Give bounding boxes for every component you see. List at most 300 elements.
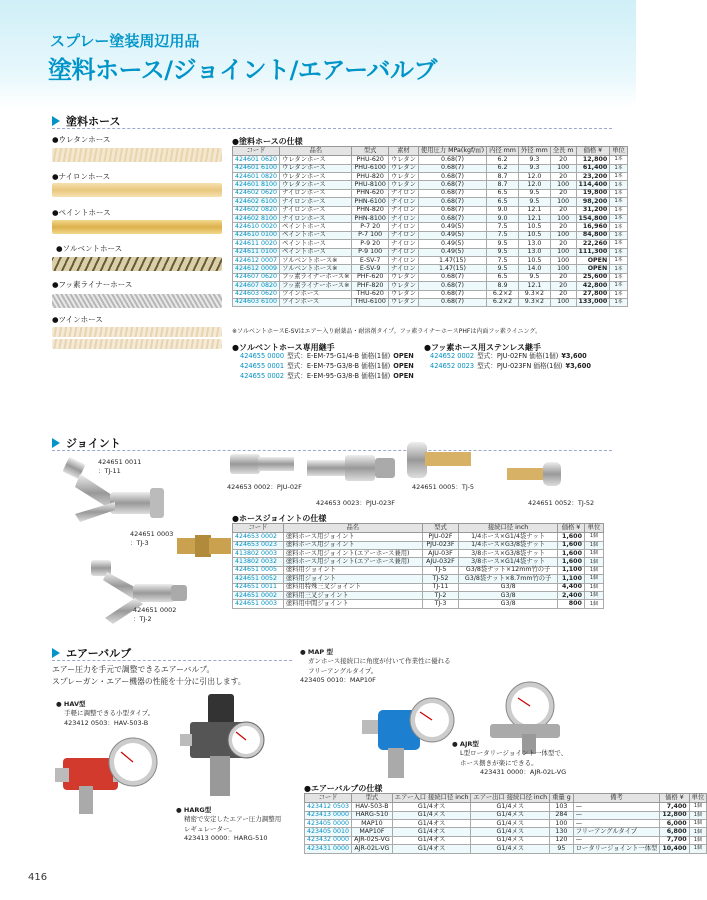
table-cell: 423412 0503 bbox=[305, 803, 352, 811]
table-cell: 12.0 bbox=[518, 181, 550, 189]
table-cell: 424603 0620 bbox=[233, 290, 280, 298]
table-cell: TJ-11 bbox=[422, 583, 458, 591]
table-cell: AJR-02L-VG bbox=[352, 845, 393, 853]
hose-label-fluoro: ●フッ素ライナーホース bbox=[52, 280, 133, 289]
table-cell: 1.47(15) bbox=[418, 265, 486, 273]
valve-spec-table bbox=[304, 793, 707, 854]
table-cell: 1個 bbox=[689, 820, 707, 828]
table-cell: 9.3 bbox=[518, 156, 550, 164]
column-header: 単位 bbox=[610, 147, 628, 156]
table-row bbox=[233, 198, 628, 206]
table-cell: 423405 0010 bbox=[305, 828, 352, 836]
table-cell: ウレタンホース bbox=[280, 181, 352, 189]
table-cell: TJ-3 bbox=[422, 600, 458, 608]
table-cell: フリーアングルタイプ bbox=[573, 828, 660, 836]
tj11-caption: 424651 0011 ：TJ-11 bbox=[98, 458, 142, 475]
column-header: 外径 mm bbox=[518, 147, 550, 156]
table-cell: AJU-032F bbox=[422, 558, 458, 566]
fitting-item bbox=[240, 362, 414, 372]
table-cell: ナイロン bbox=[388, 206, 418, 214]
ajr-desc: L型ロータリージョイント一体型で、 bbox=[460, 749, 568, 758]
table-cell: 12,800 bbox=[660, 811, 689, 819]
column-header: コード bbox=[305, 794, 352, 803]
table-cell: TJ-52 bbox=[422, 575, 458, 583]
table-cell: 塗料ホース用ジョイント bbox=[283, 533, 422, 541]
table-row bbox=[233, 273, 628, 281]
table-cell: 1本 bbox=[610, 298, 628, 306]
table-cell: 20 bbox=[550, 290, 576, 298]
table-cell: 1本 bbox=[610, 173, 628, 181]
table-cell: 424612 0007 bbox=[233, 256, 280, 264]
fluoro-hose-image bbox=[52, 294, 222, 308]
fitting-price: OPEN bbox=[393, 361, 414, 370]
table-cell: 0.68(7) bbox=[418, 273, 486, 281]
table-cell: 6.5 bbox=[487, 273, 519, 281]
table-cell: PHF-820 bbox=[352, 282, 389, 290]
map-desc: ガンホース接続口に角度が付いて作業性に優れる bbox=[308, 657, 451, 666]
hose-spec-table bbox=[232, 146, 628, 307]
table-cell: 10,400 bbox=[660, 845, 689, 853]
table-cell: ナイロン bbox=[388, 189, 418, 197]
table-cell: 0.68(7) bbox=[418, 215, 486, 223]
table-cell: 424611 0020 bbox=[233, 240, 280, 248]
table-cell: ウレタン bbox=[388, 181, 418, 189]
table-row bbox=[233, 189, 628, 197]
table-cell: E-SV-9 bbox=[352, 265, 389, 273]
table-cell: 98,200 bbox=[576, 198, 610, 206]
table-cell: 塗料ホース用ジョイント bbox=[283, 541, 422, 549]
column-header: 品名 bbox=[283, 524, 422, 533]
table-cell: 1個 bbox=[584, 592, 603, 600]
fitting-code: 424652 0002 bbox=[430, 352, 475, 360]
table-cell: 9.5 bbox=[518, 273, 550, 281]
table-cell: 42,800 bbox=[576, 282, 610, 290]
table-cell: TJ-5 bbox=[422, 566, 458, 574]
hav-title: ● HAV型 bbox=[56, 700, 86, 708]
table-cell: 1本 bbox=[610, 164, 628, 172]
table-cell: 424651 0005 bbox=[233, 566, 284, 574]
table-cell: G1/4メス bbox=[471, 811, 550, 819]
paint-hose-image bbox=[52, 220, 222, 234]
table-cell: G1/4メス bbox=[471, 828, 550, 836]
table-cell: ペイントホース bbox=[280, 248, 352, 256]
section-divider bbox=[52, 128, 612, 129]
table-cell: 100 bbox=[550, 256, 576, 264]
table-cell: 20 bbox=[550, 206, 576, 214]
table-cell: 100 bbox=[550, 820, 574, 828]
table-cell: AJR-02S-VG bbox=[352, 836, 393, 844]
table-cell: G1/4オス bbox=[392, 803, 471, 811]
table-row bbox=[233, 583, 604, 591]
table-cell: 1個 bbox=[584, 566, 603, 574]
triangle-icon bbox=[52, 116, 60, 126]
table-cell: 9.0 bbox=[487, 215, 519, 223]
valve-intro-line: エアー圧力を手元で調整できるエアーバルブ。 bbox=[52, 665, 215, 674]
table-cell: 6.2×2 bbox=[487, 290, 519, 298]
table-cell: 22,260 bbox=[576, 240, 610, 248]
table-cell: 6.2×2 bbox=[487, 298, 519, 306]
table-cell: 1個 bbox=[584, 558, 603, 566]
table-row bbox=[233, 550, 604, 558]
table-cell: THU-620 bbox=[352, 290, 389, 298]
column-header: 単位 bbox=[584, 524, 603, 533]
table-cell: 12.1 bbox=[518, 282, 550, 290]
table-cell: 8.9 bbox=[487, 282, 519, 290]
table-cell: PHF-620 bbox=[352, 273, 389, 281]
table-row bbox=[233, 541, 604, 549]
table-cell: 424602 8100 bbox=[233, 215, 280, 223]
table-cell: 7.5 bbox=[487, 256, 519, 264]
fitting-item bbox=[430, 352, 591, 362]
valve-intro-line: スプレーガン・エアー機器の性能を十分に引出します。 bbox=[52, 677, 246, 687]
table-cell: G1/4オス bbox=[392, 820, 471, 828]
page-number: 416 bbox=[28, 872, 48, 883]
table-cell: 100 bbox=[550, 248, 576, 256]
table-cell: 20 bbox=[550, 173, 576, 181]
fitting-price: OPEN bbox=[393, 371, 414, 380]
table-cell: 1,600 bbox=[558, 533, 585, 541]
table-cell: G3/8袋ナット×8.7mm竹の子 bbox=[459, 575, 558, 583]
fitting-text: 型式：PJU-02FN 価格(1個) bbox=[477, 352, 559, 360]
table-cell: 9.5 bbox=[487, 248, 519, 256]
table-row bbox=[233, 282, 628, 290]
table-cell: G1/4オス bbox=[392, 845, 471, 853]
table-cell: 7,700 bbox=[660, 836, 689, 844]
harg-desc: レギュレーター。 bbox=[184, 824, 236, 833]
table-cell: ナイロン bbox=[388, 256, 418, 264]
table-row bbox=[233, 298, 628, 306]
table-cell: G3/8 bbox=[459, 592, 558, 600]
table-row bbox=[233, 575, 604, 583]
table-cell: TJ-2 bbox=[422, 592, 458, 600]
table-cell: ウレタン bbox=[388, 164, 418, 172]
table-cell: 424653 0002 bbox=[233, 533, 284, 541]
hav-info bbox=[56, 700, 154, 728]
table-cell: ウレタンホース bbox=[280, 164, 352, 172]
nylon-hose-image bbox=[52, 183, 222, 197]
table-cell: 9.5 bbox=[518, 189, 550, 197]
table-cell: 1本 bbox=[610, 189, 628, 197]
table-cell: 1本 bbox=[610, 223, 628, 231]
table-cell: 6.5 bbox=[487, 198, 519, 206]
table-cell: MAP10 bbox=[352, 820, 393, 828]
pju02f-joint-image bbox=[228, 448, 298, 480]
table-cell: HAV-503-B bbox=[352, 803, 393, 811]
table-cell: 100 bbox=[550, 298, 576, 306]
column-header: 型式 bbox=[352, 794, 393, 803]
map-code: 423405 0010：MAP10F bbox=[300, 676, 376, 685]
table-cell: 塗料ホース用ジョイント(エアーホース兼用) bbox=[283, 558, 422, 566]
hav-desc: 手軽に調整できる小型タイプ。 bbox=[64, 709, 155, 718]
map-valve-image bbox=[360, 690, 460, 785]
hose-label-twin: ●ツインホース bbox=[52, 315, 103, 324]
table-cell: 423413 0000 bbox=[305, 811, 352, 819]
table-cell: 1,600 bbox=[558, 558, 585, 566]
page-title: 塗料ホース/ジョイント/エアーバルブ bbox=[48, 56, 437, 84]
solvent-fittings-list bbox=[240, 352, 414, 382]
table-cell: 424602 6100 bbox=[233, 198, 280, 206]
fitting-text: 型式：E-EM-75-G1/4-B 価格(1個) bbox=[287, 352, 391, 360]
fitting-price: OPEN bbox=[393, 352, 414, 360]
fluoro-fittings-title: ●フッ素ホース用ステンレス継手 bbox=[424, 343, 542, 352]
table-cell: G1/4メス bbox=[471, 820, 550, 828]
table-cell: 20 bbox=[550, 240, 576, 248]
table-cell: 20 bbox=[550, 189, 576, 197]
fitting-text: 型式：E-EM-95-G3/8-B 価格(1個) bbox=[287, 371, 391, 380]
joint-spec-table bbox=[232, 523, 604, 609]
table-cell: 9.0 bbox=[487, 206, 519, 214]
table-cell: ナイロン bbox=[388, 265, 418, 273]
table-cell: P-9 20 bbox=[352, 240, 389, 248]
table-cell: ナイロン bbox=[388, 198, 418, 206]
table-cell: 塗料用三叉ジョイント bbox=[283, 592, 422, 600]
column-header: 単位 bbox=[689, 794, 707, 803]
table-cell: 1個 bbox=[584, 541, 603, 549]
table-cell: 424601 6100 bbox=[233, 164, 280, 172]
map-desc: フリーアングルタイプ。 bbox=[308, 666, 378, 675]
table-cell: 423405 0000 bbox=[305, 820, 352, 828]
table-cell: ナイロン bbox=[388, 223, 418, 231]
table-cell: 10.5 bbox=[518, 231, 550, 239]
table-row bbox=[233, 173, 628, 181]
map-title: ● MAP 型 bbox=[300, 648, 333, 656]
table-row bbox=[233, 592, 604, 600]
table-cell: 25,600 bbox=[576, 273, 610, 281]
table-cell: 1本 bbox=[610, 248, 628, 256]
table-cell: 7,400 bbox=[660, 803, 689, 811]
hav-code: 423412 0503：HAV-503-B bbox=[64, 718, 149, 727]
table-cell: 0.68(7) bbox=[418, 298, 486, 306]
table-cell: 10.5 bbox=[518, 223, 550, 231]
table-cell: 1個 bbox=[689, 828, 707, 836]
urethane-hose-image bbox=[52, 148, 222, 162]
column-header: 内径 mm bbox=[487, 147, 519, 156]
table-cell: 2,400 bbox=[558, 592, 585, 600]
table-cell: G3/8袋ナット×12mm竹の子 bbox=[459, 566, 558, 574]
table-cell: 1本 bbox=[610, 273, 628, 281]
table-cell: ソルベントホース※ bbox=[280, 256, 352, 264]
table-cell: ペイントホース bbox=[280, 223, 352, 231]
column-header: 価格 ¥ bbox=[558, 524, 585, 533]
table-cell: 95 bbox=[550, 845, 574, 853]
table-cell: ナイロンホース bbox=[280, 189, 352, 197]
harg-info bbox=[176, 806, 281, 844]
table-cell: 423431 0000 bbox=[305, 845, 352, 853]
table-cell: 1個 bbox=[689, 803, 707, 811]
table-cell: 1個 bbox=[689, 811, 707, 819]
table-cell: PHN-620 bbox=[352, 189, 389, 197]
table-cell: 9.3×2 bbox=[518, 298, 550, 306]
table-cell: 424651 0003 bbox=[233, 600, 284, 608]
table-row bbox=[305, 803, 707, 811]
table-cell: ウレタン bbox=[388, 298, 418, 306]
table-cell: 9.5 bbox=[487, 240, 519, 248]
table-cell: 1/4ホース×G1/4袋ナット bbox=[459, 533, 558, 541]
table-cell: ソルベントホース※ bbox=[280, 265, 352, 273]
table-cell: 800 bbox=[558, 600, 585, 608]
fitting-price: ¥3,600 bbox=[561, 352, 587, 360]
twin-hose-image bbox=[52, 327, 222, 349]
table-cell: ナイロンホース bbox=[280, 198, 352, 206]
table-cell: 1個 bbox=[689, 845, 707, 853]
column-header: 全長 m bbox=[550, 147, 576, 156]
table-cell: 413802 0003 bbox=[233, 550, 284, 558]
fitting-code: 424655 0001 bbox=[240, 361, 285, 370]
column-header: 型式 bbox=[422, 524, 458, 533]
table-row bbox=[305, 811, 707, 819]
table-cell: 0.68(7) bbox=[418, 156, 486, 164]
table-cell: 424651 0002 bbox=[233, 592, 284, 600]
table-cell: ウレタン bbox=[388, 282, 418, 290]
table-cell: 424602 0820 bbox=[233, 206, 280, 214]
table-cell: 9.3 bbox=[518, 164, 550, 172]
table-cell: 塗料用ジョイント bbox=[283, 566, 422, 574]
table-cell: THU-6100 bbox=[352, 298, 389, 306]
table-cell: 154,800 bbox=[576, 215, 610, 223]
table-cell: 1本 bbox=[610, 181, 628, 189]
table-cell: 0.68(7) bbox=[418, 290, 486, 298]
table-row bbox=[233, 164, 628, 172]
ajr-code: 423431 0000：AJR-02L-VG bbox=[480, 768, 567, 777]
table-cell: 9.5 bbox=[487, 265, 519, 273]
table-cell: ナイロン bbox=[388, 215, 418, 223]
table-cell: — bbox=[573, 803, 660, 811]
table-cell: 133,000 bbox=[576, 298, 610, 306]
table-cell: フッ素ライナーホース※ bbox=[280, 273, 352, 281]
table-cell: 3/8ホース×G3/8袋ナット bbox=[459, 550, 558, 558]
joint-spec-title: ●ホースジョイントの仕様 bbox=[232, 514, 327, 523]
table-cell: G1/4メス bbox=[392, 811, 471, 819]
fitting-text: 型式：E-EM-75-G3/8-B 価格(1個) bbox=[287, 361, 391, 370]
table-cell: 1本 bbox=[610, 256, 628, 264]
table-cell: ツインホース bbox=[280, 298, 352, 306]
table-cell: 16,960 bbox=[576, 223, 610, 231]
table-cell: 9.5 bbox=[518, 198, 550, 206]
table-cell: G1/4メス bbox=[471, 845, 550, 853]
table-cell: 7.5 bbox=[487, 231, 519, 239]
table-cell: 84,800 bbox=[576, 231, 610, 239]
tj52-joint-image bbox=[505, 458, 565, 490]
table-cell: 1,100 bbox=[558, 566, 585, 574]
hose-label-urethane: ●ウレタンホース bbox=[52, 135, 111, 144]
table-cell: 0.68(7) bbox=[418, 181, 486, 189]
table-cell: 111,300 bbox=[576, 248, 610, 256]
table-cell: 424607 0820 bbox=[233, 282, 280, 290]
table-cell: E-SV-7 bbox=[352, 256, 389, 264]
table-cell: G1/4メス bbox=[471, 836, 550, 844]
table-cell: 120 bbox=[550, 836, 574, 844]
table-cell: 13.0 bbox=[518, 240, 550, 248]
table-cell: ナイロンホース bbox=[280, 215, 352, 223]
table-cell: HARG-510 bbox=[352, 811, 393, 819]
fitting-text: 型式：PJU-023FN 価格(1個) bbox=[477, 361, 563, 370]
table-row bbox=[233, 240, 628, 248]
table-cell: 424603 6100 bbox=[233, 298, 280, 306]
table-cell: 塗料ホース用ジョイント(エアーホース兼用) bbox=[283, 550, 422, 558]
triangle-icon bbox=[52, 648, 60, 658]
table-cell: 20 bbox=[550, 273, 576, 281]
column-header: エアー入口 接続口径 inch bbox=[392, 794, 471, 803]
column-header: エアー出口 接続口径 inch bbox=[471, 794, 550, 803]
table-cell: ウレタン bbox=[388, 290, 418, 298]
table-cell: 0.68(7) bbox=[418, 173, 486, 181]
hose-spec-title: ●塗料ホースの仕様 bbox=[232, 137, 303, 146]
table-cell: 8.7 bbox=[487, 173, 519, 181]
table-cell: 424601 8100 bbox=[233, 181, 280, 189]
table-cell: 塗料用特殊三叉ジョイント bbox=[283, 583, 422, 591]
table-cell: 12,800 bbox=[576, 156, 610, 164]
table-cell: 6.2 bbox=[487, 164, 519, 172]
table-cell: 1,100 bbox=[558, 575, 585, 583]
table-cell: 284 bbox=[550, 811, 574, 819]
table-cell: PJU-02F bbox=[422, 533, 458, 541]
table-cell: 1本 bbox=[610, 231, 628, 239]
table-cell: 0.68(7) bbox=[418, 198, 486, 206]
table-cell: 12.1 bbox=[518, 215, 550, 223]
table-cell: 100 bbox=[550, 181, 576, 189]
table-row bbox=[233, 265, 628, 273]
table-cell: 20 bbox=[550, 282, 576, 290]
table-row bbox=[233, 256, 628, 264]
table-cell: 424612 0009 bbox=[233, 265, 280, 273]
table-cell: 0.49(5) bbox=[418, 231, 486, 239]
table-cell: 130 bbox=[550, 828, 574, 836]
harg-regulator-image bbox=[180, 692, 270, 802]
tj3-caption: 424651 0003 ：TJ-3 bbox=[130, 530, 174, 547]
table-cell: 1本 bbox=[610, 215, 628, 223]
section-heading-hose: 塗料ホース bbox=[52, 113, 120, 129]
table-row bbox=[233, 248, 628, 256]
table-cell: 20 bbox=[550, 156, 576, 164]
table-cell: 1個 bbox=[584, 600, 603, 608]
table-cell: 1本 bbox=[610, 282, 628, 290]
table-cell: G1/4オス bbox=[392, 828, 471, 836]
table-cell: 100 bbox=[550, 164, 576, 172]
hose-label-nylon: ●ナイロンホース bbox=[52, 172, 111, 181]
valve-spec-title: ●エアーバルブの仕様 bbox=[304, 784, 383, 793]
section-heading-valve: エアーバルブ bbox=[52, 645, 131, 661]
hose-note: ※ソルベントホースE-SVはエアー入り耐薬品・耐溶剤タイプ。フッ素ライナーホースPHFは内面フッ素ライニング。 bbox=[232, 328, 542, 335]
harg-title: ● HARG型 bbox=[176, 806, 212, 814]
tj5-caption: 424651 0005：TJ-5 bbox=[412, 483, 475, 491]
table-cell: 4,400 bbox=[558, 583, 585, 591]
ajr-desc: ホース捌きが楽にできる。 bbox=[460, 758, 538, 767]
pju02f-caption: 424653 0002：PJU-02F bbox=[227, 483, 302, 491]
table-cell: 1本 bbox=[610, 206, 628, 214]
table-cell: — bbox=[573, 820, 660, 828]
table-cell: — bbox=[573, 811, 660, 819]
table-cell: ウレタン bbox=[388, 273, 418, 281]
table-cell: 424611 0100 bbox=[233, 248, 280, 256]
table-cell: 1.47(15) bbox=[418, 256, 486, 264]
table-row bbox=[233, 215, 628, 223]
table-row bbox=[233, 206, 628, 214]
section-heading-joint: ジョイント bbox=[52, 435, 121, 451]
table-cell: ウレタン bbox=[388, 156, 418, 164]
table-cell: 114,400 bbox=[576, 181, 610, 189]
table-cell: AJU-03F bbox=[422, 550, 458, 558]
table-cell: PHU-820 bbox=[352, 173, 389, 181]
table-cell: 9.3×2 bbox=[518, 290, 550, 298]
table-cell: 424653 0023 bbox=[233, 541, 284, 549]
table-cell: 1本 bbox=[610, 290, 628, 298]
column-header: コード bbox=[233, 524, 284, 533]
table-cell: ウレタン bbox=[388, 173, 418, 181]
hose-label-paint: ●ペイントホース bbox=[52, 208, 111, 217]
solvent-hose-image bbox=[52, 257, 222, 271]
fitting-item bbox=[430, 362, 591, 372]
table-cell: ナイロン bbox=[388, 240, 418, 248]
